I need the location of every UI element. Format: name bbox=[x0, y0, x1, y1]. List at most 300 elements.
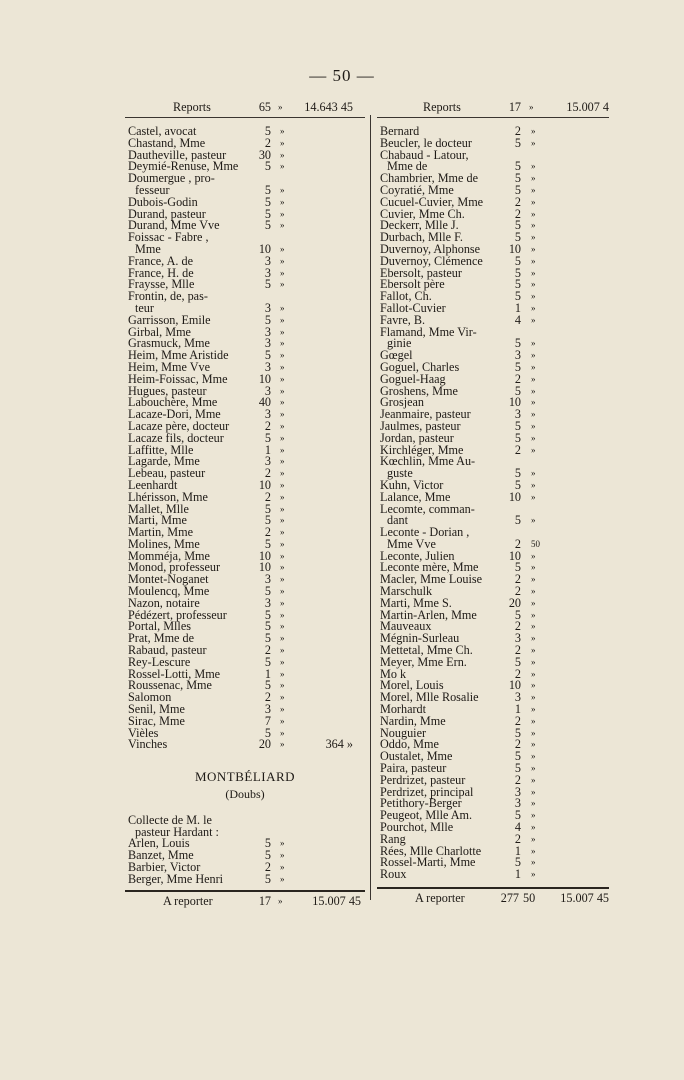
donor-name: Macler, Mme Louise bbox=[380, 572, 483, 587]
donation-amount: 5 bbox=[514, 135, 521, 150]
donation-amount: 2 bbox=[514, 536, 521, 551]
donor-name: Mettetal, Mme Ch. bbox=[380, 643, 473, 658]
donation-cents: » bbox=[280, 184, 285, 195]
donation-amount: 2 bbox=[514, 194, 521, 209]
donor-name: Rang bbox=[380, 831, 406, 846]
donation-cents: » bbox=[280, 645, 285, 656]
donor-name: Peugeot, Mlle Am. bbox=[380, 808, 473, 823]
donation-cents: » bbox=[280, 656, 285, 667]
donor-name: Durbach, Mlle F. bbox=[380, 230, 463, 245]
donation-amount: 3 bbox=[264, 336, 271, 351]
donation-cents: » bbox=[531, 161, 536, 172]
donation-amount: 1 bbox=[514, 300, 521, 315]
donation-amount: 2 bbox=[514, 831, 521, 846]
right-column bbox=[377, 96, 609, 909]
donation-amount: 5 bbox=[264, 348, 271, 363]
donation-cents: » bbox=[280, 503, 285, 514]
right-list bbox=[377, 126, 609, 881]
donation-amount: 5 bbox=[264, 678, 271, 693]
donation-amount: 5 bbox=[264, 206, 271, 221]
donation-amount: 5 bbox=[264, 631, 271, 646]
donation-cents: » bbox=[531, 609, 536, 620]
donation-amount: 5 bbox=[514, 477, 521, 492]
donation-cents: » bbox=[280, 727, 285, 738]
donation-cents: » bbox=[280, 397, 285, 408]
donation-cents: » bbox=[280, 574, 285, 585]
donor-name: Chambrier, Mme de bbox=[380, 171, 478, 186]
donor-name: Dubois-Godin bbox=[128, 194, 198, 209]
donor-name: Senil, Mme bbox=[128, 702, 185, 717]
donation-amount: 2 bbox=[514, 371, 521, 386]
donor-name: Leconte mère, Mme bbox=[380, 560, 479, 575]
donor-name: Grosjean bbox=[380, 395, 424, 410]
donation-amount: 5 bbox=[514, 749, 521, 764]
donation-cents: » bbox=[280, 491, 285, 502]
left-footer-count: 17 bbox=[258, 893, 271, 908]
donor-name: Perdrizet, principal bbox=[380, 784, 474, 799]
donor-name: Nardin, Mme bbox=[380, 713, 446, 728]
donor-name: Coyratié, Mme bbox=[380, 182, 454, 197]
list-item bbox=[125, 739, 365, 751]
donation-amount: 5 bbox=[514, 182, 521, 197]
donation-cents: » bbox=[280, 621, 285, 632]
donation-cents: » bbox=[531, 774, 536, 785]
donation-amount: 2 bbox=[264, 643, 271, 658]
donor-name: Berger, Mme Henri bbox=[128, 871, 224, 886]
donation-amount: 5 bbox=[514, 654, 521, 669]
donor-name: Martin, Mme bbox=[128, 525, 193, 540]
donation-cents: » bbox=[280, 444, 285, 455]
left-footer-label: A reporter bbox=[163, 893, 213, 908]
donation-amount: 5 bbox=[264, 871, 271, 886]
donor-name: Molines, Mme bbox=[128, 536, 200, 551]
donor-name: Marti, Mme S. bbox=[380, 595, 452, 610]
donor-name: France, H. de bbox=[128, 265, 194, 280]
donation-cents: » bbox=[280, 527, 285, 538]
donor-name: Dautheville, pasteur bbox=[128, 147, 227, 162]
donation-amount: 2 bbox=[514, 572, 521, 587]
donation-cents: » bbox=[531, 338, 536, 349]
list-item bbox=[125, 871, 365, 886]
donation-amount: 1 bbox=[514, 867, 521, 882]
donation-cents: » bbox=[280, 385, 285, 396]
donation-cents: » bbox=[531, 232, 536, 243]
donation-amount: 4 bbox=[514, 820, 521, 835]
left-header-mark: » bbox=[278, 102, 283, 112]
donor-name: Mme de bbox=[387, 159, 428, 174]
donation-cents: » bbox=[280, 586, 285, 597]
donor-name: Nouguier bbox=[380, 725, 427, 740]
donation-amount: 3 bbox=[514, 796, 521, 811]
donation-cents: » bbox=[280, 137, 285, 148]
donation-amount: 30 bbox=[258, 147, 271, 162]
right-footer-mark: 50 bbox=[523, 891, 536, 905]
donation-amount: 3 bbox=[514, 348, 521, 363]
donor-name: Grasmuck, Mme bbox=[128, 336, 210, 351]
donation-cents: » bbox=[531, 822, 536, 833]
donation-cents: » bbox=[280, 862, 285, 873]
donation-cents: » bbox=[531, 656, 536, 667]
donor-name: Leconte, Julien bbox=[380, 548, 455, 563]
donation-amount: 10 bbox=[508, 395, 521, 410]
donor-name: Oddo, Mme bbox=[380, 737, 439, 752]
donation-amount: 5 bbox=[264, 619, 271, 634]
donation-cents: » bbox=[531, 302, 536, 313]
right-header-rule bbox=[377, 117, 609, 118]
donor-name: Moulencq, Mme bbox=[128, 584, 210, 599]
donation-amount: 5 bbox=[264, 836, 271, 851]
donor-name: Beucler, le docteur bbox=[380, 135, 472, 150]
donor-name: Jaulmes, pasteur bbox=[380, 418, 461, 433]
donation-amount: 10 bbox=[508, 489, 521, 504]
donation-amount: 5 bbox=[514, 218, 521, 233]
left-column bbox=[125, 96, 365, 912]
donor-name: Rées, Mlle Charlotte bbox=[380, 843, 482, 858]
donor-name: Martin-Arlen, Mme bbox=[380, 607, 477, 622]
donor-name: Lebeau, pasteur bbox=[128, 466, 206, 481]
donor-name: guste bbox=[387, 466, 413, 481]
donation-amount: 3 bbox=[264, 407, 271, 422]
donation-cents: » bbox=[280, 279, 285, 290]
donor-name: Deymié-Renuse, Mme bbox=[128, 159, 239, 174]
donation-cents: » bbox=[531, 645, 536, 656]
donor-name: Lacaze-Dori, Mme bbox=[128, 407, 221, 422]
donation-amount: 2 bbox=[514, 206, 521, 221]
donation-cents: » bbox=[280, 409, 285, 420]
section-title: MONTBÉLIARD bbox=[194, 769, 296, 785]
donation-amount: 5 bbox=[264, 124, 271, 138]
donation-cents: » bbox=[531, 184, 536, 195]
donor-name: fesseur bbox=[135, 182, 170, 197]
donor-name: Fraysse, Mlle bbox=[128, 277, 195, 292]
donation-cents: » bbox=[280, 838, 285, 849]
donation-cents: » bbox=[280, 550, 285, 561]
donor-name: Groshens, Mme bbox=[380, 383, 458, 398]
right-footer bbox=[377, 887, 609, 909]
donation-cents: » bbox=[531, 727, 536, 738]
donation-amount: 2 bbox=[514, 619, 521, 634]
donation-amount: 1 bbox=[514, 843, 521, 858]
donation-amount: 2 bbox=[264, 525, 271, 540]
donor-name: Roussenac, Mme bbox=[128, 678, 212, 693]
list-item bbox=[377, 324, 609, 339]
donation-amount: 2 bbox=[264, 690, 271, 705]
donation-amount: 10 bbox=[508, 548, 521, 563]
donation-cents: » bbox=[531, 562, 536, 573]
donation-cents: » bbox=[280, 692, 285, 703]
donation-amount: 5 bbox=[514, 761, 521, 776]
list-item bbox=[377, 857, 609, 869]
donation-amount: 20 bbox=[258, 737, 271, 752]
donation-cents: » bbox=[531, 420, 536, 431]
left-list-2 bbox=[125, 812, 365, 886]
donation-amount: 5 bbox=[514, 418, 521, 433]
donor-name: Leenhardt bbox=[128, 477, 178, 492]
donation-cents: » bbox=[280, 633, 285, 644]
donor-name: Monod, professeur bbox=[128, 560, 221, 575]
donation-cents: » bbox=[531, 479, 536, 490]
left-footer bbox=[125, 890, 365, 912]
donor-name: Fallot-Cuvier bbox=[380, 300, 446, 315]
donation-amount: 7 bbox=[264, 713, 271, 728]
donor-name: Montet-Noganet bbox=[128, 572, 209, 587]
donor-name: Hugues, pasteur bbox=[128, 383, 207, 398]
donation-amount: 5 bbox=[264, 277, 271, 292]
donation-cents: » bbox=[280, 479, 285, 490]
donation-amount: 5 bbox=[514, 159, 521, 174]
donation-cents: » bbox=[280, 161, 285, 172]
donation-amount: 2 bbox=[264, 466, 271, 481]
donation-cents: » bbox=[280, 267, 285, 278]
donor-name: Lhérisson, Mme bbox=[128, 489, 208, 504]
donation-amount: 2 bbox=[514, 643, 521, 658]
list-item bbox=[125, 713, 365, 728]
donor-name: Cucuel-Cuvier, Mme bbox=[380, 194, 484, 209]
donation-cents: » bbox=[531, 798, 536, 809]
left-header bbox=[125, 96, 365, 122]
donation-cents: » bbox=[280, 432, 285, 443]
donor-name: Girbal, Mme bbox=[128, 324, 191, 339]
donor-name: Momméja, Mme bbox=[128, 548, 210, 563]
donor-name: Rey-Lescure bbox=[128, 654, 191, 669]
donation-cents: » bbox=[531, 845, 536, 856]
list-item bbox=[377, 654, 609, 669]
right-footer-amount: 15.007 45 bbox=[560, 891, 609, 905]
donor-name: Rossel-Lotti, Mme bbox=[128, 666, 221, 681]
right-header-label: Reports bbox=[423, 100, 461, 114]
donation-amount: 2 bbox=[514, 737, 521, 752]
donation-cents: » bbox=[531, 574, 536, 585]
left-footer-amount: 15.007 45 bbox=[312, 893, 361, 908]
donation-amount: 3 bbox=[514, 784, 521, 799]
donor-name: Marti, Mme bbox=[128, 513, 187, 528]
donor-name: Rossel-Marti, Mme bbox=[380, 855, 476, 870]
donor-name: Mo k bbox=[380, 666, 407, 681]
donor-name: Lecomte, comman- bbox=[380, 501, 475, 516]
donation-amount: 5 bbox=[514, 336, 521, 351]
donation-amount: 2 bbox=[514, 124, 521, 138]
donation-amount: 5 bbox=[514, 359, 521, 374]
donation-amount: 5 bbox=[514, 560, 521, 575]
donor-name: Heim, Mme Aristide bbox=[128, 348, 229, 363]
donation-cents: » bbox=[280, 302, 285, 313]
donor-name: Fallot, Ch. bbox=[380, 289, 432, 304]
donation-cents: » bbox=[531, 126, 536, 136]
donation-amount: 5 bbox=[514, 808, 521, 823]
page-number: — 50 — bbox=[309, 66, 375, 85]
donor-name: Morel, Louis bbox=[380, 678, 444, 693]
donation-amount: 5 bbox=[514, 607, 521, 622]
donor-name: Banzet, Mme bbox=[128, 848, 194, 863]
left-header-label: Reports bbox=[173, 100, 211, 114]
right-header-count: 17 bbox=[508, 100, 521, 114]
donor-name: Chabaud - Latour, bbox=[380, 147, 469, 162]
list-item bbox=[377, 501, 609, 516]
left-header-amount: 14.643 45 bbox=[304, 100, 353, 114]
donor-name: Durand, pasteur bbox=[128, 206, 206, 221]
donor-name: Portal, Mlles bbox=[128, 619, 191, 634]
donation-cents: » bbox=[280, 468, 285, 479]
donation-amount: 4 bbox=[514, 312, 521, 327]
donation-cents: » bbox=[531, 314, 536, 325]
donation-amount: 2 bbox=[514, 713, 521, 728]
donor-name: Heim-Foissac, Mme bbox=[128, 371, 228, 386]
donor-name: Prat, Mme de bbox=[128, 631, 195, 646]
donation-cents: » bbox=[531, 409, 536, 420]
right-header-mark: » bbox=[529, 102, 534, 112]
donor-name: Lacaze père, docteur bbox=[128, 418, 230, 433]
donation-amount: 10 bbox=[258, 371, 271, 386]
donation-cents: » bbox=[280, 668, 285, 679]
donor-name: Flamand, Mme Vir- bbox=[380, 324, 477, 339]
donation-cents: » bbox=[280, 149, 285, 160]
donation-cents: » bbox=[280, 739, 285, 750]
donation-amount: 5 bbox=[264, 182, 271, 197]
donor-name: Heim, Mme Vve bbox=[128, 359, 211, 374]
donation-cents: » bbox=[280, 208, 285, 219]
donation-amount: 5 bbox=[264, 513, 271, 528]
donor-name: Arlen, Louis bbox=[128, 836, 190, 851]
donation-amount: 3 bbox=[514, 407, 521, 422]
donation-cents: » bbox=[531, 833, 536, 844]
donation-cents: » bbox=[280, 704, 285, 715]
donation-amount: 1 bbox=[264, 442, 271, 457]
donor-name: Perdrizet, pasteur bbox=[380, 772, 466, 787]
donor-name: Goguel, Charles bbox=[380, 359, 460, 374]
donation-cents: » bbox=[280, 220, 285, 231]
donor-name: Kuhn, Victor bbox=[380, 477, 444, 492]
donor-name: Rabaud, pasteur bbox=[128, 643, 207, 658]
right-footer-rule bbox=[377, 887, 609, 889]
donor-name: France, A. de bbox=[128, 253, 193, 268]
donor-name: Mme bbox=[135, 241, 161, 256]
donor-name: Mégnin-Surleau bbox=[380, 631, 460, 646]
donor-name: Doumergue , pro- bbox=[128, 171, 215, 186]
list-item bbox=[377, 869, 609, 881]
donation-cents: » bbox=[531, 786, 536, 797]
donor-name: Nazon, notaire bbox=[128, 595, 200, 610]
donation-cents: » bbox=[531, 444, 536, 455]
donor-name: Duvernoy, Clémence bbox=[380, 253, 483, 268]
donor-name: Ebersolt, pasteur bbox=[380, 265, 462, 280]
donation-amount: 5 bbox=[264, 654, 271, 669]
donation-amount: 5 bbox=[514, 430, 521, 445]
list-item bbox=[125, 232, 365, 244]
donor-name: Kirchléger, Mme bbox=[380, 442, 464, 457]
donation-cents: » bbox=[531, 255, 536, 266]
donation-amount: 2 bbox=[514, 442, 521, 457]
donation-cents: » bbox=[531, 633, 536, 644]
donor-name: Laffitte, Mlle bbox=[128, 442, 194, 457]
donor-name: Morhardt bbox=[380, 702, 427, 717]
donor-name: Castel, avocat bbox=[128, 124, 197, 138]
donation-amount: 2 bbox=[264, 135, 271, 150]
donor-name: Sirac, Mme bbox=[128, 713, 185, 728]
donation-amount: 3 bbox=[514, 631, 521, 646]
donation-amount: 5 bbox=[264, 312, 271, 327]
donor-name: Salomon bbox=[128, 690, 172, 705]
donation-cents: » bbox=[280, 338, 285, 349]
donation-cents: » bbox=[280, 609, 285, 620]
donor-name: Chastand, Mme bbox=[128, 135, 206, 150]
donation-cents: » bbox=[531, 350, 536, 361]
donation-amount: 3 bbox=[264, 454, 271, 469]
donor-name: Lagarde, Mme bbox=[128, 454, 200, 469]
donation-amount: 5 bbox=[264, 584, 271, 599]
donation-amount: 3 bbox=[264, 572, 271, 587]
donor-name: Pédézert, professeur bbox=[128, 607, 227, 622]
donation-cents: » bbox=[531, 751, 536, 762]
donation-amount: 3 bbox=[264, 324, 271, 339]
donor-name: Lalance, Mme bbox=[380, 489, 451, 504]
donation-cents: » bbox=[531, 361, 536, 372]
donation-amount: 5 bbox=[514, 171, 521, 186]
donor-name: Duvernoy, Alphonse bbox=[380, 241, 481, 256]
donation-amount: 2 bbox=[514, 666, 521, 681]
donation-cents: » bbox=[280, 420, 285, 431]
donation-cents: 50 bbox=[531, 538, 540, 549]
donation-cents: » bbox=[280, 873, 285, 884]
right-footer-count: 277 bbox=[500, 891, 519, 905]
donation-cents: » bbox=[531, 763, 536, 774]
donor-name: Cuvier, Mme Ch. bbox=[380, 206, 465, 221]
donor-name: Morel, Mlle Rosalie bbox=[380, 690, 479, 705]
donor-name: teur bbox=[135, 300, 154, 315]
left-header-rule bbox=[125, 117, 365, 118]
donation-cents: » bbox=[280, 373, 285, 384]
donation-amount: 5 bbox=[514, 230, 521, 245]
donation-cents: » bbox=[280, 243, 285, 254]
donation-amount: 3 bbox=[264, 595, 271, 610]
donor-name: Durand, Mme Vve bbox=[128, 218, 220, 233]
left-footer-mark: » bbox=[278, 895, 283, 906]
donation-cents: » bbox=[531, 586, 536, 597]
donation-amount: 5 bbox=[514, 253, 521, 268]
donation-amount: 3 bbox=[514, 690, 521, 705]
donation-cents: » bbox=[531, 243, 536, 254]
donation-cents: » bbox=[280, 562, 285, 573]
donation-cents: » bbox=[531, 267, 536, 278]
donation-cents: » bbox=[531, 385, 536, 396]
donation-cents: » bbox=[280, 597, 285, 608]
donation-cents: » bbox=[531, 597, 536, 608]
donation-cents: » bbox=[531, 173, 536, 184]
donor-name: Leconte - Dorian , bbox=[380, 525, 470, 540]
donor-name: Meyer, Mme Ern. bbox=[380, 654, 467, 669]
donation-amount: 5 bbox=[264, 159, 271, 174]
donation-amount: 5 bbox=[514, 466, 521, 481]
left-list bbox=[125, 126, 365, 751]
donation-amount: 5 bbox=[264, 848, 271, 863]
donation-amount: 3 bbox=[264, 383, 271, 398]
donation-cents: » bbox=[531, 279, 536, 290]
donation-amount: 3 bbox=[264, 300, 271, 315]
donor-name: Foissac - Fabre , bbox=[128, 230, 209, 245]
donation-cents: » bbox=[531, 291, 536, 302]
donation-cents: » bbox=[280, 350, 285, 361]
donation-amount: 5 bbox=[514, 513, 521, 528]
donation-amount: 2 bbox=[264, 860, 271, 875]
donation-amount: 5 bbox=[514, 855, 521, 870]
list-item bbox=[125, 291, 365, 303]
donor-name: pasteur Hardant : bbox=[135, 824, 219, 839]
donation-amount: 40 bbox=[258, 395, 271, 410]
donation-amount: 5 bbox=[264, 607, 271, 622]
donation-cents: » bbox=[531, 468, 536, 479]
donation-cents: » bbox=[280, 255, 285, 266]
donation-cents: » bbox=[531, 869, 536, 880]
donation-cents: » bbox=[531, 397, 536, 408]
